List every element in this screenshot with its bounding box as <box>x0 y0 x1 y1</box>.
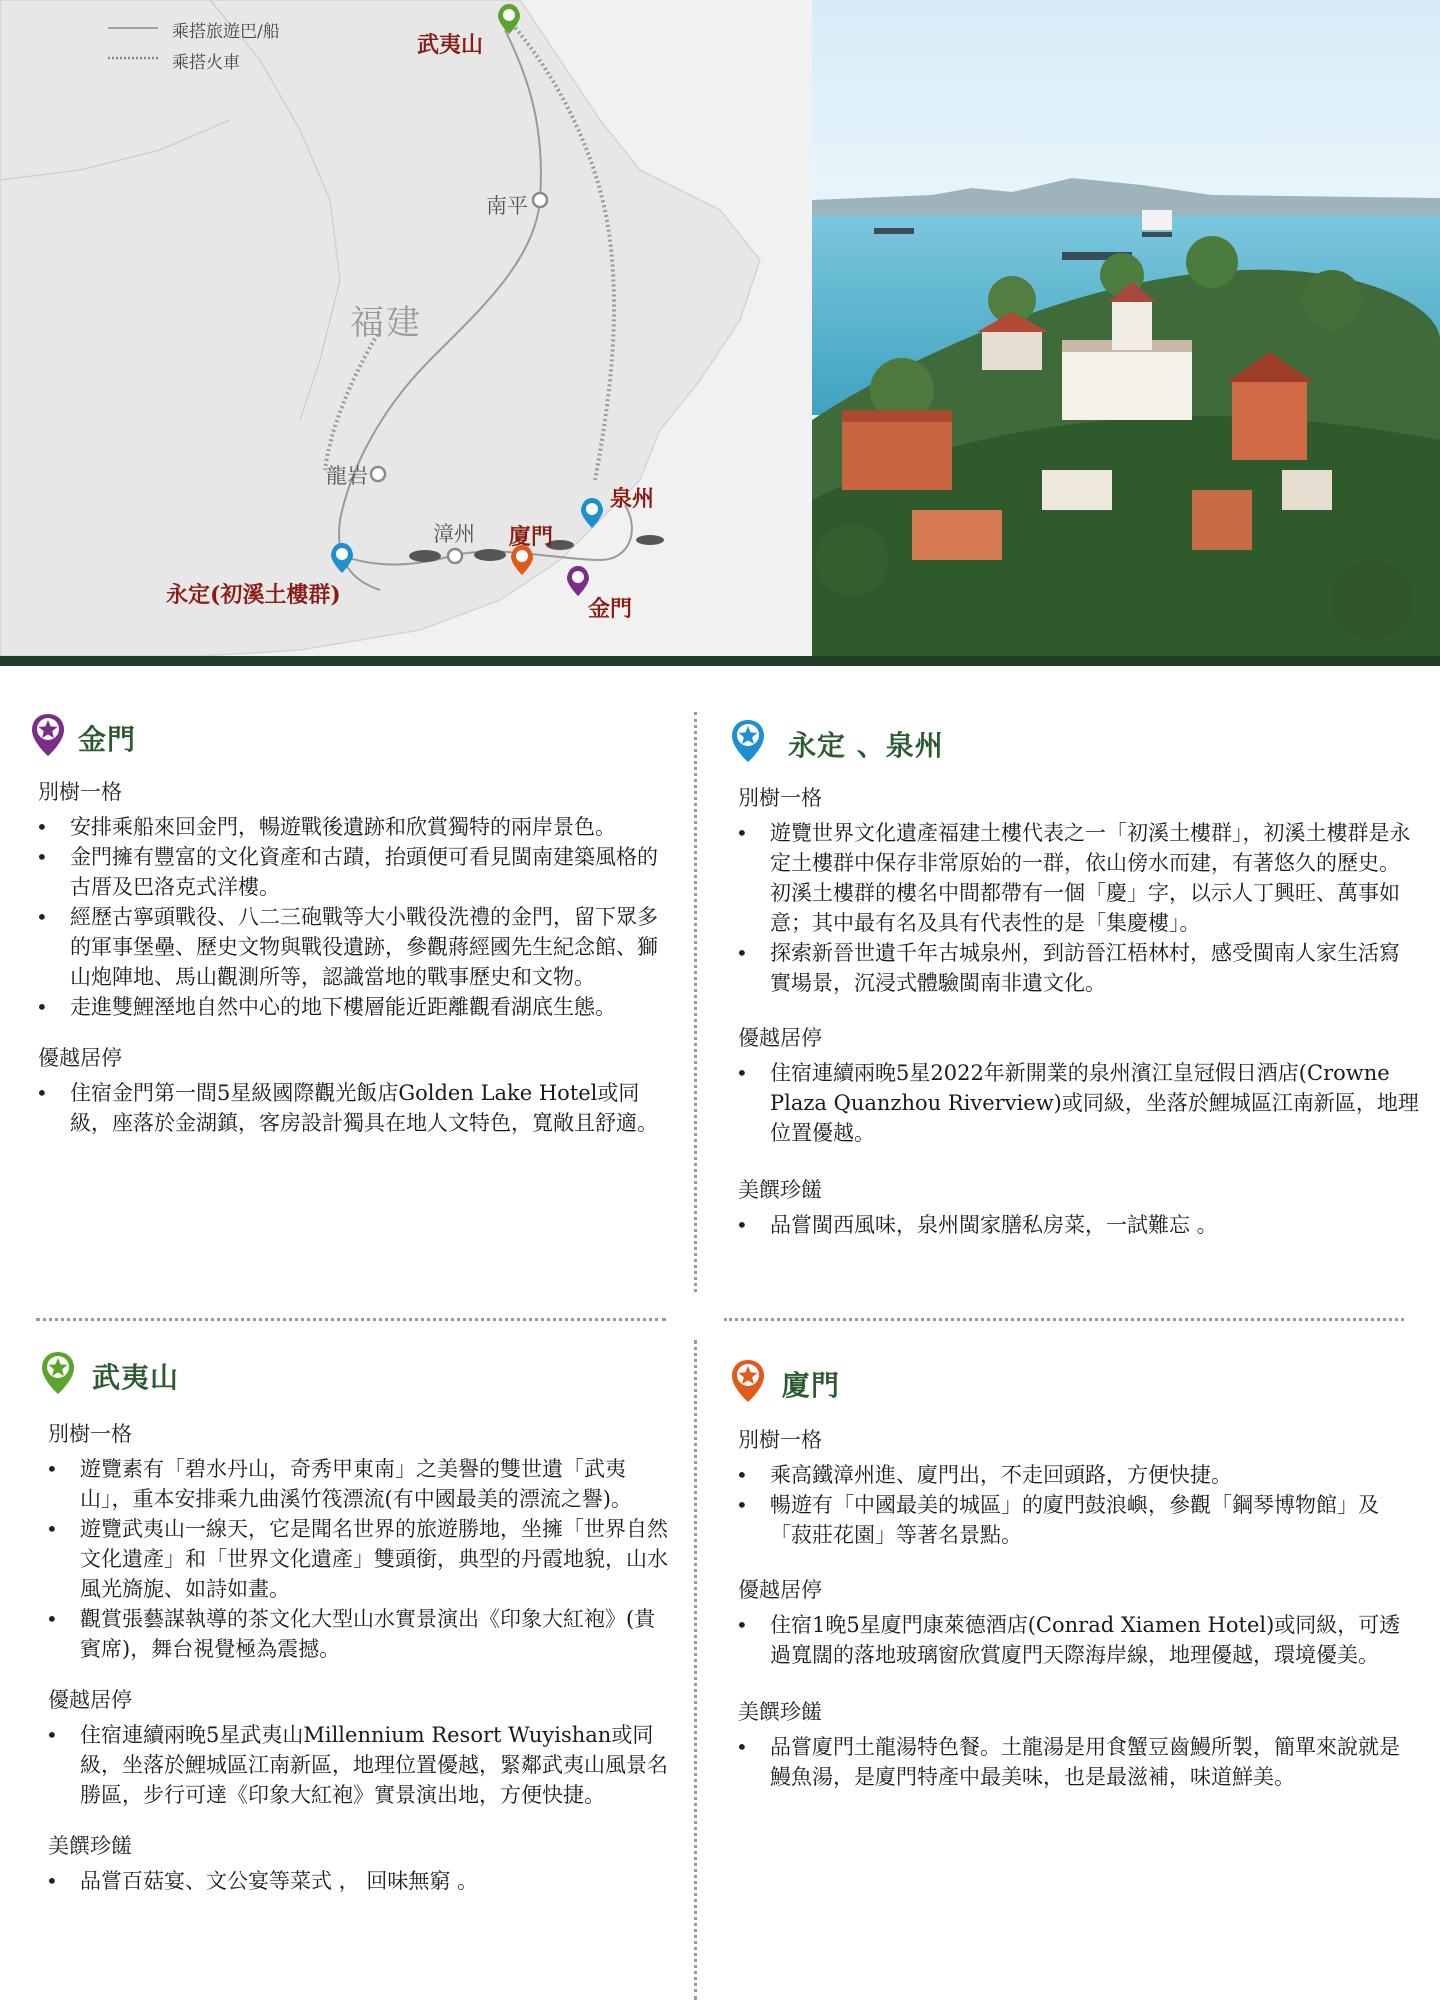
section-header <box>730 1358 1420 1410</box>
accommodation-list <box>730 1058 1420 1148</box>
map-label-longyan: 龍岩 <box>326 464 368 488</box>
subheading-highlights: 別樹一格 <box>738 1428 822 1452</box>
section-title: 金門 <box>78 723 137 756</box>
list-item: • 遊覽素有「碧水丹山，奇秀甲東南」之美譽的雙世遺「武夷山」，重本安排乘九曲溪竹筏漂流(有中國最美的漂流之譽)。 <box>40 1454 670 1514</box>
accommodation-list <box>30 1078 670 1138</box>
section-yongding-quanzhou <box>730 718 1420 1240</box>
section-header <box>730 718 1420 770</box>
section-header <box>40 1350 670 1402</box>
banner <box>0 0 1440 666</box>
orange-star-pin-icon <box>730 1358 766 1404</box>
list-item: • 住宿1晚5星廈門康萊德酒店(Conrad Xiamen Hotel)或同級，可透過寬闊的落地玻璃窗欣賞廈門天際海岸線，地理優越，環境優美。 <box>730 1610 1420 1670</box>
list-item: • 品嘗百菇宴、文公宴等菜式 ， 回味無窮 。 <box>40 1866 670 1896</box>
dining-list <box>730 1210 1420 1240</box>
vertical-divider-top <box>694 712 697 1292</box>
list-item: • 遊覽武夷山一線天，它是聞名世界的旅遊勝地，坐擁「世界自然文化遺產」和「世界文化遺產」雙頭銜，典型的丹霞地貌，山水風光旖旎、如詩如畫。 <box>40 1514 670 1604</box>
list-item: • 住宿連續兩晚5星2022年新開業的泉州濱江皇冠假日酒店(Crowne Plaza Quanzhou Riverview)或同級，坐落於鯉城區江南新區，地理位置優越。 <box>730 1058 1420 1148</box>
list-item: • 安排乘船來回金門，暢遊戰後遺跡和欣賞獨特的兩岸景色。 <box>30 812 670 842</box>
dining-list <box>730 1732 1420 1792</box>
subheading-accommodation: 優越居停 <box>738 1026 822 1050</box>
subheading-highlights: 別樹一格 <box>38 780 122 804</box>
list-item: • 走進雙鯉溼地自然中心的地下樓層能近距離觀看湖底生態。 <box>30 992 670 1022</box>
highlights-list <box>730 818 1420 998</box>
section-jinmen <box>30 712 670 1138</box>
section-wuyishan <box>40 1350 670 1896</box>
section-title: 廈門 <box>782 1369 841 1402</box>
route-map <box>0 0 812 656</box>
subheading-accommodation: 優越居停 <box>738 1578 822 1602</box>
list-item: • 金門擁有豐富的文化資產和古蹟，抬頭便可看見閩南建築風格的古厝及巴洛克式洋樓。 <box>30 842 670 902</box>
section-title: 武夷山 <box>92 1361 180 1394</box>
blue-star-pin-icon <box>730 718 766 764</box>
legend-train: 乘搭火車 <box>172 53 240 73</box>
horizontal-divider-right <box>724 1318 1404 1321</box>
subheading-accommodation: 優越居停 <box>38 1046 122 1070</box>
list-item: • 住宿金門第一間5星級國際觀光飯店Golden Lake Hotel或同級，座落於金湖鎮，客房設計獨具在地人文特色，寬敞且舒適。 <box>30 1078 670 1138</box>
section-header <box>30 712 670 764</box>
map-label-zhangzhou: 漳州 <box>433 522 475 546</box>
list-item: • 乘高鐵漳州進、廈門出，不走回頭路，方便快捷。 <box>730 1460 1420 1490</box>
highlights-list <box>730 1460 1420 1550</box>
subheading-highlights: 別樹一格 <box>48 1422 132 1446</box>
list-item: • 觀賞張藝謀執導的茶文化大型山水實景演出《印象大紅袍》(貴賓席)，舞台視覺極為震撼。 <box>40 1604 670 1664</box>
highlights-list <box>40 1454 670 1664</box>
legend-bus-boat: 乘搭旅遊巴/船 <box>172 22 280 42</box>
vertical-divider-bottom <box>694 1340 697 2000</box>
dining-list <box>40 1866 670 1896</box>
section-xiamen <box>730 1358 1420 1792</box>
map-label-quanzhou: 泉州 <box>610 486 655 512</box>
divider-bar <box>0 656 1440 666</box>
map-label-xiamen: 廈門 <box>509 524 554 550</box>
subheading-dining: 美饌珍饈 <box>738 1700 822 1724</box>
coastal-town-photo <box>812 0 1440 656</box>
horizontal-divider-left <box>36 1318 666 1321</box>
green-star-pin-icon <box>40 1350 76 1396</box>
list-item: • 經歷古寧頭戰役、八二三砲戰等大小戰役洗禮的金門，留下眾多的軍事堡壘、歷史文物與戰役遺跡，參觀蔣經國先生紀念館、獅山炮陣地、馬山觀測所等，認識當地的戰事歷史和文物。 <box>30 902 670 992</box>
subheading-dining: 美饌珍饈 <box>738 1178 822 1202</box>
map-label-jinmen: 金門 <box>588 596 633 622</box>
subheading-dining: 美饌珍饈 <box>48 1834 132 1858</box>
section-title: 永定 、泉州 <box>788 729 944 762</box>
subheading-accommodation: 優越居停 <box>48 1688 132 1712</box>
purple-star-pin-icon <box>30 712 66 758</box>
list-item: • 品嘗廈門土龍湯特色餐。土龍湯是用食蟹豆齒鰻所製，簡單來說就是鰻魚湯，是廈門特產中最美味，也是最滋補，味道鮮美。 <box>730 1732 1420 1792</box>
list-item: • 品嘗閩西風味，泉州閩家膳私房菜，一試難忘 。 <box>730 1210 1420 1240</box>
accommodation-list <box>730 1610 1420 1670</box>
highlights-list <box>30 812 670 1022</box>
photo-illustration <box>812 0 1440 656</box>
map-label-wuyishan: 武夷山 <box>417 32 484 58</box>
subheading-highlights: 別樹一格 <box>738 786 822 810</box>
list-item: • 遊覽世界文化遺產福建土樓代表之一「初溪土樓群」，初溪土樓群是永定土樓群中保存非常原始的一群，依山傍水而建，有著悠久的歷史。初溪土樓群的樓名中間都帶有一個「慶」字，以示人丁興旺、萬事如意；其中最有名及具有代表性的是「集慶樓」。 <box>730 818 1420 938</box>
map-label-nanping: 南平 <box>486 194 528 218</box>
map-label-fujian: 福建 <box>350 303 422 343</box>
list-item: • 探索新晉世遺千年古城泉州，到訪晉江梧林村，感受閩南人家生活寫實場景，沉浸式體驗閩南非遺文化。 <box>730 938 1420 998</box>
list-item: • 暢遊有「中國最美的城區」的廈門鼓浪嶼，參觀「鋼琴博物館」及「菽莊花園」等著名景點。 <box>730 1490 1420 1550</box>
list-item: • 住宿連續兩晚5星武夷山Millennium Resort Wuyishan或同級，坐落於鯉城區江南新區，地理位置優越，緊鄰武夷山風景名勝區，步行可達《印象大紅袍》實景演出地，方便快捷。 <box>40 1720 670 1810</box>
accommodation-list <box>40 1720 670 1810</box>
map-label-yongding: 永定(初溪土樓群) <box>166 582 341 608</box>
